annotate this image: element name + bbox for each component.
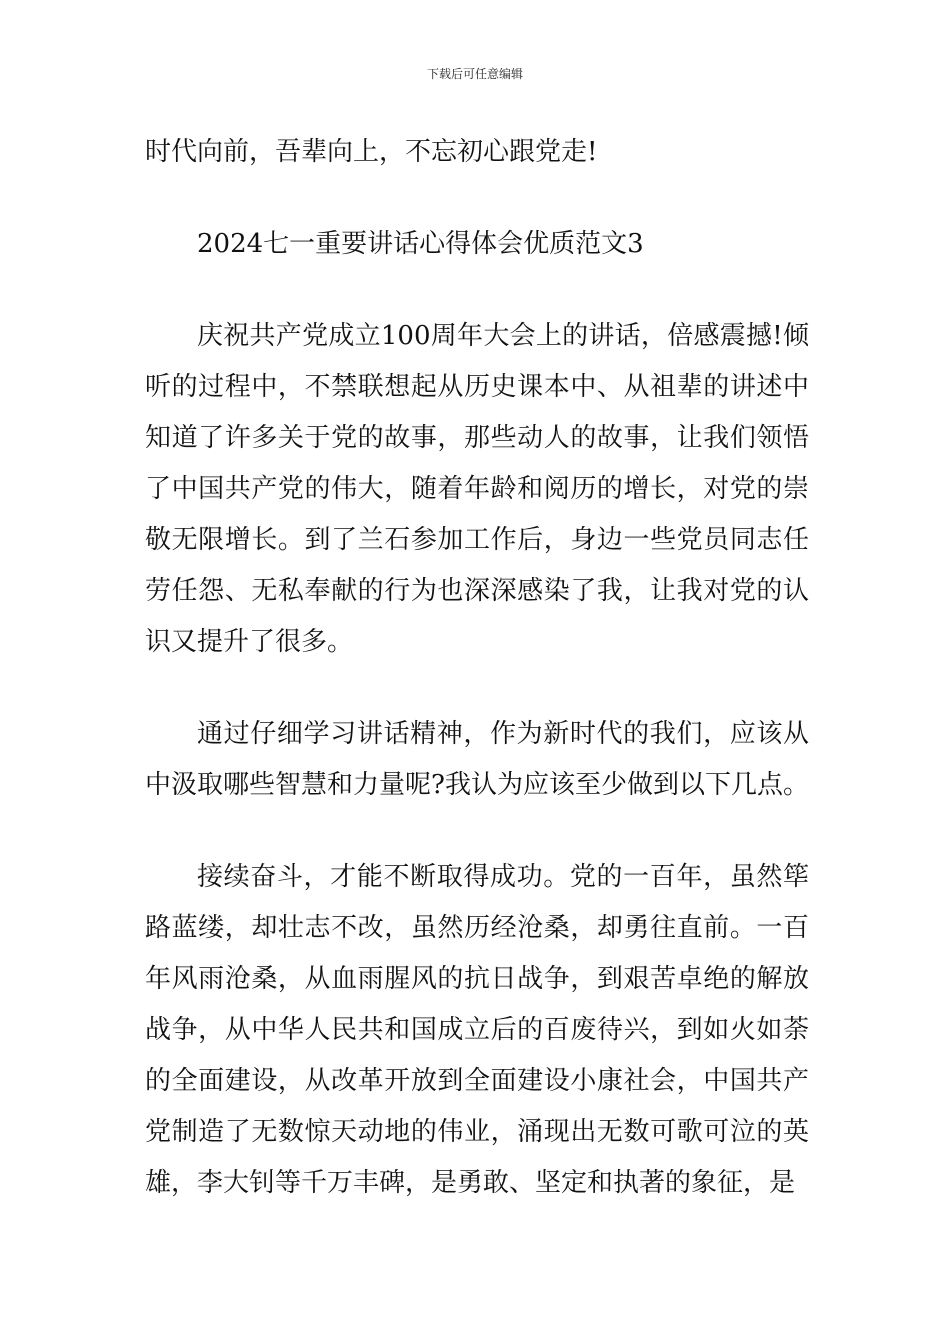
document-body [145, 127, 809, 1209]
paragraph-closing-line: 时代向前，吾辈向上，不忘初心跟党走! [145, 137, 598, 167]
section-heading: 2024七一重要讲话心得体会优质范文3 [197, 229, 644, 259]
paragraph-speech-impression: 庆祝共产党成立100周年大会上的讲话，倍感震撼!倾听的过程中，不禁联想起从历史课本中、从祖辈的讲述中知道了许多关于党的故事，那些动人的故事，让我们领悟了中国共产党的伟大，随着年龄和阅历的增长，对党的崇敬无限增长。到了兰石参加工作后，身边一些党员同志任劳任怨、无私奉献的行为也深深感染了我，让我对党的认识又提升了很多。 [145, 321, 809, 657]
page-header: 下载后可任意编辑 [426, 67, 523, 81]
paragraph-learning-spirit: 通过仔细学习讲话精神，作为新时代的我们，应该从中汲取哪些智慧和力量呢?我认为应该至少做到以下几点。 [145, 719, 809, 800]
paragraph-continuous-struggle: 接续奋斗，才能不断取得成功。党的一百年，虽然筚路蓝缕，却壮志不改，虽然历经沧桑，却勇往直前。一百年风雨沧桑，从血雨腥风的抗日战争，到艰苦卓绝的解放战争，从中华人民共和国成立后的百废待兴，到如火如荼的全面建设，从改革开放到全面建设小康社会，中国共产党制造了无数惊天动地的伟业，涌现出无数可歌可泣的英雄，李大钊等千万丰碑，是勇敢、坚定和执著的象征，是 [145, 862, 809, 1198]
